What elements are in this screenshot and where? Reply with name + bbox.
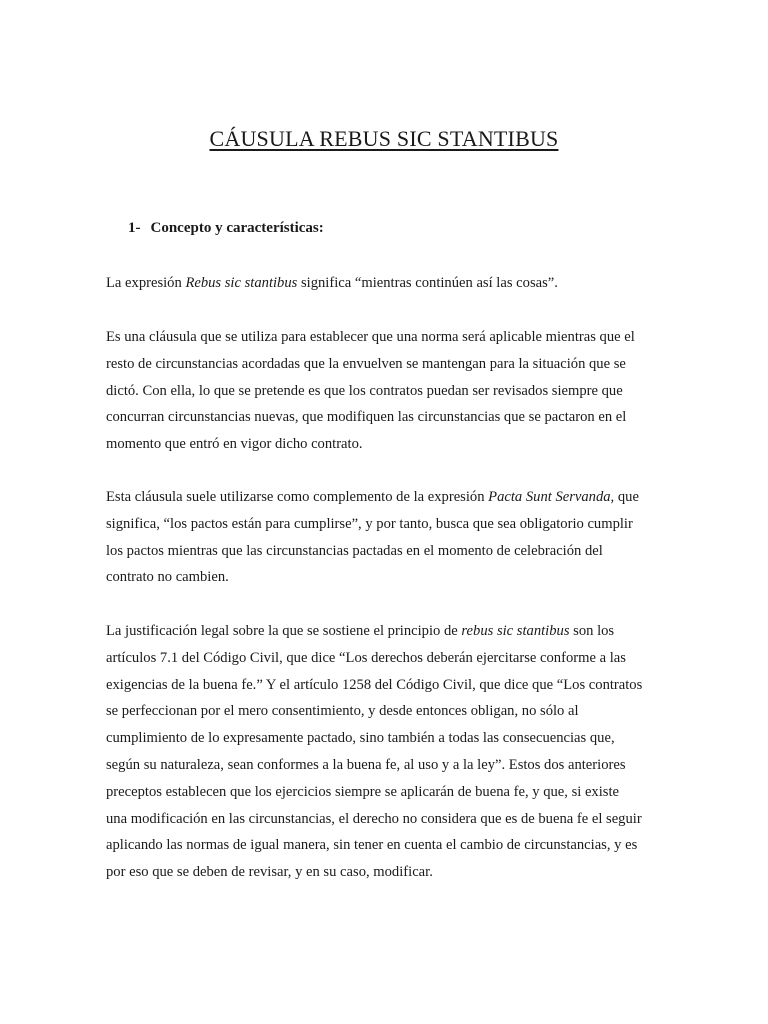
paragraph-1 [106,270,666,297]
text-run: La expresión [106,275,186,291]
paragraph-line [106,618,666,645]
text-run: que [614,489,639,505]
paragraph-line: artículos 7.1 del Código Civil, que dice “Los derechos deberán ejercitarse conforme a las [106,649,626,666]
text-run: son los [569,623,615,639]
paragraph-line: dictó. Con ella, lo que se pretende es que los contratos puedan ser revisados siempre que [106,382,623,399]
italic-term: rebus sic stantibus [461,623,570,639]
italic-term: Rebus sic stantibus [185,275,298,291]
text-run: significa “mientras continúen así las cosas”. [297,275,558,291]
paragraph-line: los pactos mientras que las circunstancias pactadas en el momento de celebración del [106,542,603,559]
paragraph-line: cumplimiento de lo expresamente pactado, sino también a todas las consecuencias que, [106,730,615,747]
paragraph-line: una modificación en las circunstancias, el derecho no considera que es de buena fe el seguir [106,810,642,827]
paragraph-line: preceptos establecen que los ejercicios siempre se aplicarán de buena fe, y que, si existe [106,783,619,800]
paragraph-line: según su naturaleza, sean conformes a la buena fe, al uso y a la ley”. Estos dos anteriores [106,756,626,773]
paragraph-3 [106,484,666,591]
paragraph-line [106,270,666,297]
section-number: 1- [128,220,141,236]
page-title: CÁUSULA REBUS SIC STANTIBUS [209,126,559,151]
paragraph-line: contrato no cambien. [106,569,229,586]
paragraph-2 [106,324,666,458]
paragraph-line: exigencias de la buena fe.” Y el artículo 1258 del Código Civil, que dice que “Los contratos [106,676,643,693]
paragraph-line: aplicando las normas de igual manera, sin tener en cuenta el cambio de circunstancias, y es [106,837,638,854]
paragraph-4 [106,618,666,886]
section-heading [128,220,324,237]
paragraph-line: se perfeccionan por el mero consentimiento, y desde entonces obligan, no sólo al [106,703,579,720]
text-run: Esta cláusula suele utilizarse como complemento de la expresión [106,489,489,505]
paragraph-line: por eso que se deben de revisar, y en su caso, modificar. [106,864,433,881]
paragraph-line [106,484,666,511]
text-run: La justificación legal sobre la que se sostiene el principio de [106,623,462,639]
section-heading-text: Concepto y características: [150,220,324,236]
paragraph-line: significa, “los pactos están para cumplirse”, y por tanto, busca que sea obligatorio cumplir [106,515,633,532]
paragraph-line: concurran circunstancias nuevas, que modifiquen las circunstancias que se pactaron en el [106,409,627,426]
italic-term: Pacta Sunt Servanda, [488,489,615,505]
paragraph-line: Es una cláusula que se utiliza para establecer que una norma será aplicable mientras que el [106,329,635,345]
paragraph-line: resto de circunstancias acordadas que la envuelven se mantengan para la situación que se [106,355,626,372]
paragraph-line: momento que entró en vigor dicho contrato. [106,436,363,453]
